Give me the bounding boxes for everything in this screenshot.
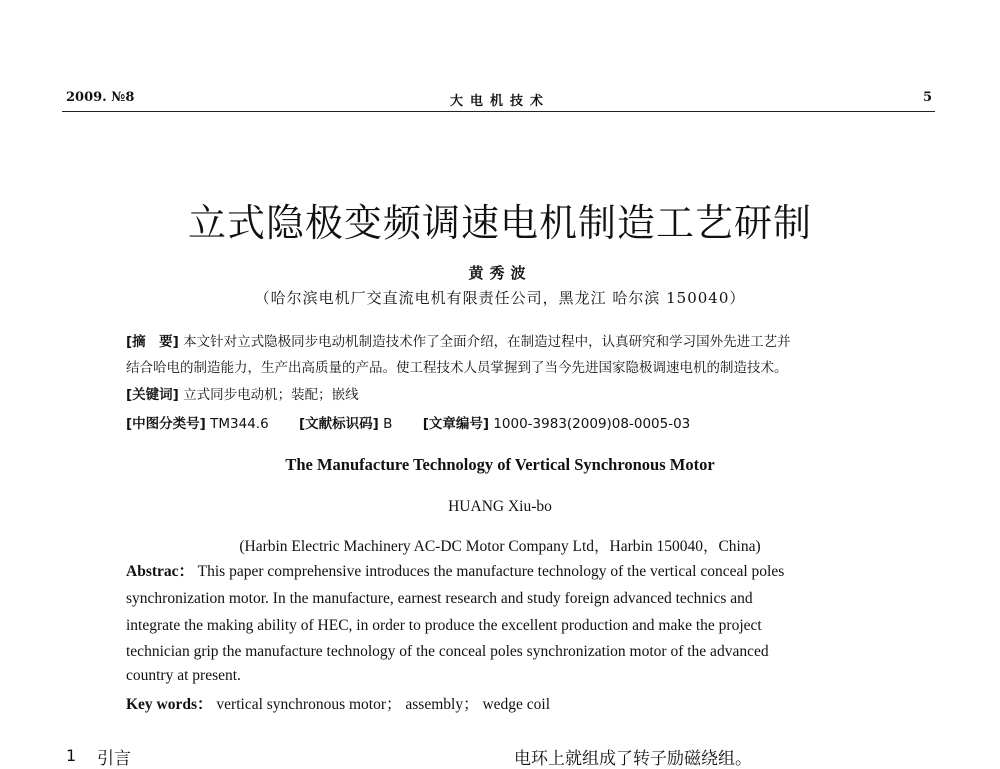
article-number: [文章编号] 1000-3983(2009)08-0005-03 [422,416,691,432]
abstract-zh-text-1: 本文针对立式隐极同步电动机制造技术作了全面介绍，在制造过程中，认真研究和学习国外先进工艺并 [183,334,791,350]
paper-title-zh: 立式隐极变频调速电机制造工艺研制 [187,201,812,245]
author-zh: 黄秀波 [468,264,532,282]
section-title: 引言 [97,749,131,769]
abstract-en-line-1 [126,559,886,581]
keywords-en-label: Key words： [126,696,213,713]
abstract-en-label: Abstrac： [126,563,195,580]
affiliation-zh: （哈尔滨电机厂交直流电机有限责任公司，黑龙江 哈尔滨 150040） [254,289,746,307]
keywords-zh-text: 立式同步电动机；装配；嵌线 [183,387,359,403]
abstract-en-line-3: integrate the making ability of HEC, in order to produce the excellent production and make the project [126,617,762,634]
section-number: 1 [66,746,77,765]
keywords-zh [126,383,901,403]
document-code: [文献标识码] B [298,416,393,432]
keywords-en-text: vertical synchronous motor； assembly； wedge coil [216,696,551,713]
header-rule [62,111,935,112]
abstract-en-line-5: country at present. [126,667,241,684]
abstract-zh-line-2: 结合哈电的制造能力，生产出高质量的产品。使工程技术人员掌握到了当今先进国家隐极调速电机的制造技术。 [126,360,788,376]
paper-title-en: The Manufacture Technology of Vertical Synchronous Motor [285,455,715,474]
classification-line [126,412,901,432]
keywords-en [126,692,886,714]
header-journal-name: 大电机技术 [449,94,550,109]
abstract-zh-label: [摘 要] [126,334,179,350]
affiliation-en: (Harbin Electric Machinery AC-DC Motor Company Ltd，Harbin 150040，China) [239,538,761,555]
header-issue: 2009. №8 [66,90,135,105]
abstract-zh-line-1 [126,330,901,350]
abstract-en-text-1: This paper comprehensive introduces the manufacture technology of the vertical conceal poles [197,563,785,580]
abstract-en-line-4: technician grip the manufacture technology of the conceal poles synchronization motor of the advanced [126,643,769,660]
author-en: HUANG Xiu-bo [448,498,552,515]
header-page-number: 5 [922,90,932,105]
clc-number: [中图分类号] TM344.6 [126,416,269,432]
keywords-zh-label: [关键词] [126,387,179,403]
abstract-en-line-2: synchronization motor. In the manufacture, earnest research and study foreign advanced technics and [126,590,753,607]
column-2-text-line: 电环上就组成了转子励磁绕组。 [514,749,752,769]
